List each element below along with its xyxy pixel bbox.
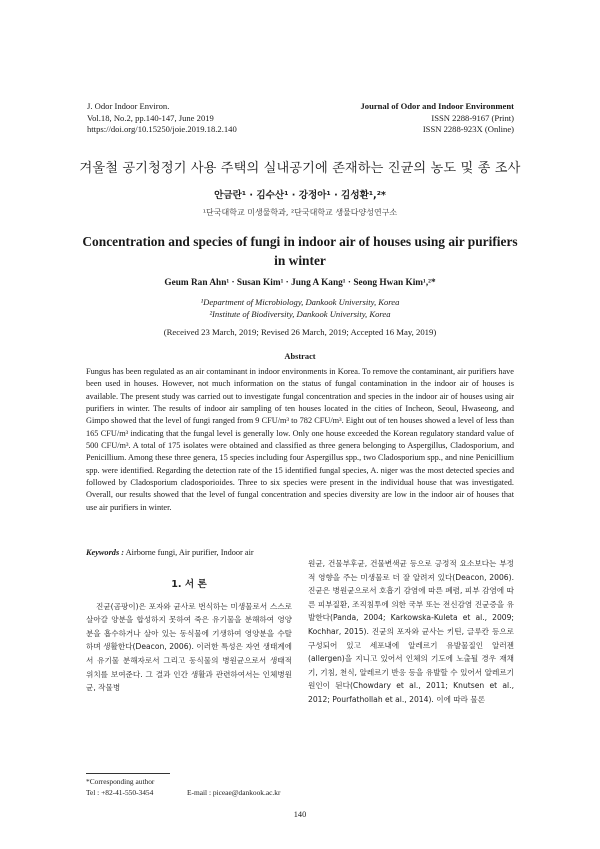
journal-abbrev: J. Odor Indoor Environ. (87, 101, 170, 111)
english-title: Concentration and species of fungi in indoor air of houses using air purifiers in winter (82, 234, 518, 268)
korean-authors: 안금란¹ · 김수산¹ · 강정아¹ · 김성환¹,²* (214, 190, 386, 201)
intro-paragraph-right: 원균, 건물부후균, 건물변색균 등으로 긍정적 요소보다는 부정적 영향을 주는 미생물로 더 잘 알려져 있다(Deacon, 2006). 진균은 병원균으로서 호흡기 감염에 따른 폐렴, 피부 감염에 따른 피부질환, 조직침투에 의한 국부 또는 전신감염 진균증을 유발한다(Panda, 2004; Karkowska-Kuleta et al., 2009; Kochhar, 2015). 진균의 포자와 균사는 키틴, 글루칸 등으로 구성되어 있고 세포내에 알레르기 유발물질인 알러젠(allergen)을 지니고 있어서 인체의 기도에 노출될 경우 재채기, 기침, 천식, 알레르기 반응 등을 유발할 수 있어서 알레르기 원인이 된다(Chowdary et al., 2011; Knutsen et al., 2012; Pourfathollah et al., 2014). 이에 따라 물론 (308, 559, 514, 704)
korean-affiliations: ¹단국대학교 미생물학과, ²단국대학교 생물다양성연구소 (202, 208, 398, 217)
body-right-column (308, 557, 514, 707)
journal-name: Journal of Odor and Indoor Environment (360, 101, 514, 111)
issn-print: ISSN 2288-9167 (Print) (431, 112, 514, 123)
korean-title: 겨울철 공기청정기 사용 주택의 실내공기에 존재하는 진균의 농도 및 종 조사 (79, 161, 521, 176)
footnote-divider (86, 773, 170, 774)
intro-paragraph-left: 진균(곰팡이)은 포자와 균사로 번식하는 미생물로서 스스로 살아갈 양분을 합성하지 못하여 죽은 유기물을 분해하여 영양분을 흡수하거나 살아 있는 동식물에 기생하여 영양분을 수탈하며 생활한다(Deacon, 2006). 이러한 특성은 자연 생태계에서 유기물 분해자로서 그리고 동식물의 병원균으로서 생태적 위치를 보여준다. 그 결과 인간 생활과 관련하여서는 인체병원균, 작물병 (86, 601, 292, 693)
english-affiliation-1: ¹Department of Microbiology, Dankook University, Korea (200, 297, 400, 307)
keywords (86, 548, 514, 557)
footnote-label: *Corresponding author (86, 777, 155, 786)
keywords-text: Airborne fungi, Air purifier, Indoor air (124, 548, 254, 557)
issn-online: ISSN 2288-923X (Online) (422, 124, 514, 134)
footnote-contact (86, 788, 296, 799)
abstract-heading: Abstract (284, 352, 316, 361)
abstract-body: Fungus has been regulated as an air contaminant in indoor environments in Korea. To remove the contaminant, air purifiers have been used in houses. However, not much information on the status of fungal contamination in the indoor air of houses is available. The present study was carried out to investigate fungal concentration and species in the indoor air of houses using air purifiers in winter. The results of indoor air sampling of ten houses located in the cities of Incheon, Seoul, Hwaseong, and Gimpo showed that the level of fungi ranged from 9 CFU/m³ to 782 CFU/m³. Eight out of ten houses showed a level of less than 165 CFU/m³ indicating that the fungal level is generally low. Only one house exceeded the Korean regulatory standard value of 500 CFU/m³. A total of 175 isolates were obtained and classified as three genera belonging to Aspergillus, Cladosporium, and Penicillium. Among these three genera, 15 species including four Aspergillus spp., two Cladosporium spp., and nine Penicillium spp. were identified. Regarding the detection rate of the 15 identified fungal species, A. niger was the most detected species and followed by Cladosporium cladosporioides. Three to six species were present in the individual house that was investigated. Overall, our results showed that the level of fungal concentration and species diversity are low in the indoor air of houses that use air purifiers in winter. (86, 367, 514, 512)
corresponding-author-footnote (86, 777, 296, 798)
keywords-label: Keywords : (86, 548, 125, 557)
section-heading: 1. 서 론 (171, 579, 207, 590)
doi-link[interactable]: https://doi.org/10.15250/joie.2019.18.2.140 (87, 124, 237, 134)
received-dates: (Received 23 March, 2019; Revised 26 March, 2019; Accepted 16 May, 2019) (163, 327, 437, 337)
footnote-email[interactable]: E-mail : piceae@dankook.ac.kr (187, 787, 281, 797)
english-authors: Geum Ran Ahn¹ · Susan Kim¹ · Jung A Kang¹ · Seong Hwan Kim¹,²* (164, 278, 436, 288)
english-affiliation-2: ²Institute of Biodiversity, Dankook University, Korea (209, 309, 391, 319)
page-number: 140 (293, 810, 307, 819)
volume-info: Vol.18, No.2, pp.140-147, June 2019 (87, 112, 214, 123)
journal-header-right (284, 101, 514, 136)
footnote-tel: Tel : +82-41-550-3454 (86, 787, 154, 797)
journal-header-left (87, 101, 317, 136)
body-left-column (86, 578, 292, 695)
